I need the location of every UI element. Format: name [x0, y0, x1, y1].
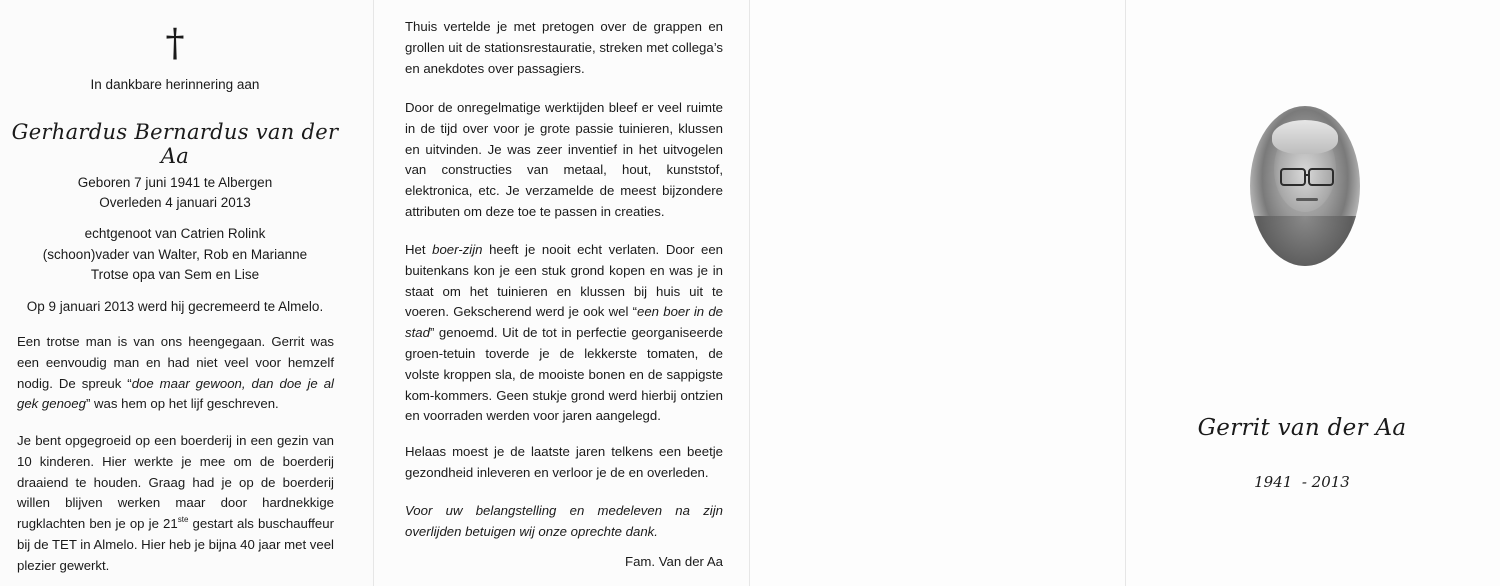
paragraph-health: Helaas moest je de laatste jaren telkens een beetje gezondheid inleveren en verloor je de en overleden.	[405, 444, 723, 480]
life-years: 1941 - 2013	[1254, 473, 1350, 491]
paragraph-text: Een trotse man is van ons heengegaan. Gerrit was een eenvoudig man en had niet veel voor hemzelf nodig. De spreuk “	[17, 334, 334, 391]
paragraph-youth	[17, 431, 334, 577]
paragraph-text: Het	[405, 242, 433, 257]
signature: Fam. Van der Aa	[625, 554, 723, 569]
cremation-line: Op 9 januari 2013 werd hij gecremeerd te Almelo.	[26, 299, 324, 314]
death-line: Overleden 4 januari 2013	[99, 195, 251, 210]
paragraph-text: ” genoemd. Uit de tot in perfectie georganiseerde groen-tetuin toverde je de lekkerste tomaten, de volste kroppen sla, de mooiste bonen en de sappigste kom-kommers. Geen stukje grond werd hierbij ontzien en voorraden werden voor jaren aangelegd.	[405, 325, 723, 424]
emphasis-text: boer-zijn	[432, 242, 483, 257]
life-dates	[0, 173, 350, 213]
family-lines	[0, 224, 350, 286]
intro-text: In dankbare herinnering aan	[90, 77, 260, 92]
paragraph-text: Je bent opgegroeid op een boerderij in een gezin van 10 kinderen. Hier werkte je mee om de boerderij draaiend te houden. Graag had je op de boerderij willen blijven werken maar door hardnekkige rugklachten ben je op je 21	[17, 433, 334, 532]
paragraph-hobbies: Door de onregelmatige werktijden bleef er veel ruimte in de tijd over voor je grote passie tuinieren, klussen en uitvinden. Je was zeer inventief in het uitvogelen van constructies van metaal, hout, kunststof, elektronica, etc. Je verzamelde de meest bijzondere attributen om deze toe te passen in creaties.	[405, 100, 723, 219]
deceased-name: Gerrit van der Aa	[1197, 415, 1407, 441]
fold-line	[373, 0, 374, 586]
card-panel-right	[1126, 0, 1500, 586]
spouse-line: echtgenoot van Catrien Rolink	[84, 226, 266, 241]
fold-line	[749, 0, 750, 586]
paragraph-text: ” was hem op het lijf geschreven.	[85, 396, 279, 412]
fold-line	[1125, 0, 1126, 586]
paragraph-garden	[405, 240, 723, 427]
deceased-full-name: Gerhardus Bernardus van der Aa	[11, 120, 339, 168]
portrait-photo	[1250, 106, 1360, 266]
grandchildren-line: Trotse opa van Sem en Lise	[90, 267, 260, 282]
children-line: (schoon)vader van Walter, Rob en Marianne	[42, 246, 308, 262]
paragraph-text: gestart als buschauffeur bij de TET in Almelo. Hier heb je bijna 40 jaar met veel plezier gewerkt.	[17, 516, 334, 573]
quote-text: doe maar gewoon, dan doe je al gek genoeg	[17, 375, 334, 412]
paragraph-text: heeft je nooit echt verlaten. Door een buitenkans kon je een stuk grond kopen en was je in staat om het tuinieren en klussen bij huis uit te voeren. Gekscherend werd je ook wel “	[405, 242, 724, 320]
cross-icon: †	[165, 21, 185, 65]
paragraph-stories: Thuis vertelde je met pretogen over de grappen en grollen uit de stationsrestauratie, streken met collega’s en anekdotes over passagiers.	[405, 19, 723, 76]
card-panel-middle-right	[750, 0, 1125, 586]
birth-line: Geboren 7 juni 1941 te Albergen	[77, 175, 273, 190]
emphasis-text: een boer in de stad	[405, 304, 723, 341]
thanks-text: Voor uw belangstelling en medeleven na zijn overlijden betuigen wij onze oprechte dank.	[405, 503, 723, 539]
paragraph-character	[17, 332, 334, 415]
superscript: ste	[177, 515, 189, 525]
